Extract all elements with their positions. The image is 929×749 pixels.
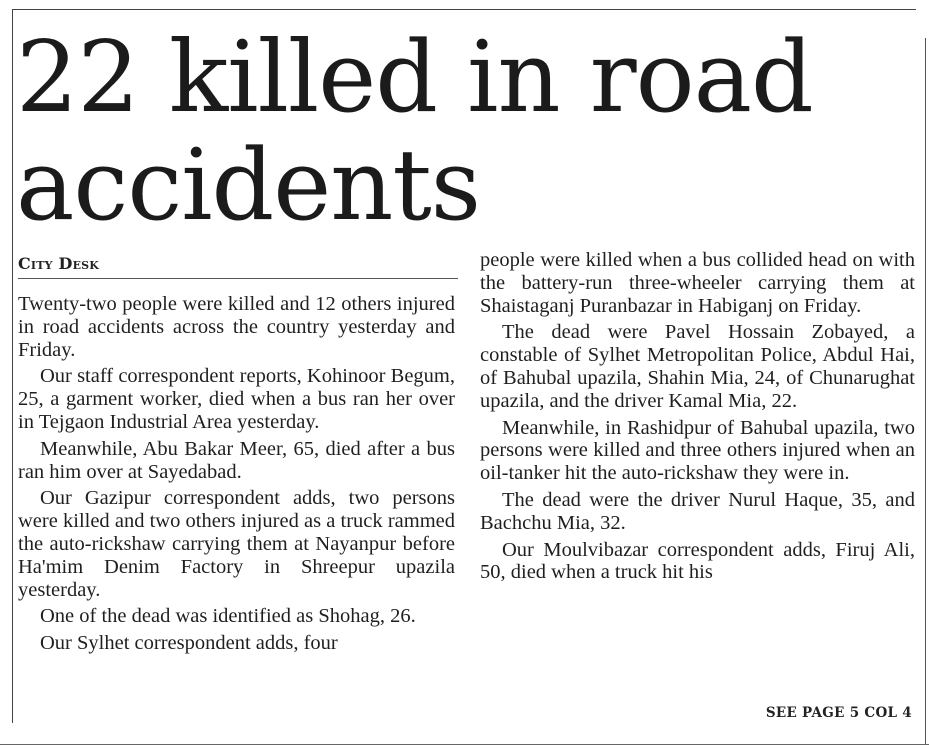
paragraph: One of the dead was identified as Shohag, 26. bbox=[40, 605, 416, 628]
bottom-rule bbox=[0, 744, 929, 745]
continuation-link[interactable]: SEE PAGE 5 COL 4 bbox=[765, 705, 912, 721]
paragraph: The dead were the driver Nurul Haque, 35, and Bachchu Mia, 32. bbox=[480, 488, 915, 534]
article-column-right bbox=[480, 249, 915, 588]
paragraph: Meanwhile, Abu Bakar Meer, 65, died after a bus ran him over at Sayedabad. bbox=[18, 437, 455, 483]
paragraph: Our Gazipur correspondent adds, two persons were killed and two others injured as a truck rammed the auto-rickshaw carrying them at Nayanpur before Ha'mim Denim Factory in Shreepur upazila yesterday. bbox=[18, 487, 455, 601]
paragraph: The dead were Pavel Hossain Zobayed, a constable of Sylhet Metropolitan Police, Abdul Hai, of Bahubal upazila, Shahin Mia, 24, of Chunarughat upazila, and the driver Kamal Mia, 22. bbox=[480, 321, 915, 412]
headline: 22 killed in road accidents bbox=[16, 21, 813, 243]
top-rule bbox=[12, 9, 916, 10]
article-column-left bbox=[18, 293, 455, 659]
paragraph: Twenty-two people were killed and 12 others injured in road accidents across the country yesterday and Friday. bbox=[18, 293, 455, 361]
byline: City Desk bbox=[18, 254, 458, 279]
paragraph: Our staff correspondent reports, Kohinoor Begum, 25, a garment worker, died when a bus ran her over in Tejgaon Industrial Area yesterday. bbox=[18, 365, 455, 433]
left-rule bbox=[12, 9, 13, 723]
paragraph: people were killed when a bus collided head on with the battery-run three-wheeler carrying them at Shaistaganj Puranbazar in Habiganj on Friday. bbox=[480, 249, 915, 317]
paragraph: Our Moulvibazar correspondent adds, Firuj Ali, 50, died when a truck hit his bbox=[480, 538, 915, 584]
right-rule bbox=[925, 38, 926, 744]
paragraph: Our Sylhet correspondent adds, four bbox=[40, 632, 338, 655]
paragraph: Meanwhile, in Rashidpur of Bahubal upazila, two persons were killed and three others injured when an oil-tanker hit the auto-rickshaw they were in. bbox=[480, 416, 915, 485]
